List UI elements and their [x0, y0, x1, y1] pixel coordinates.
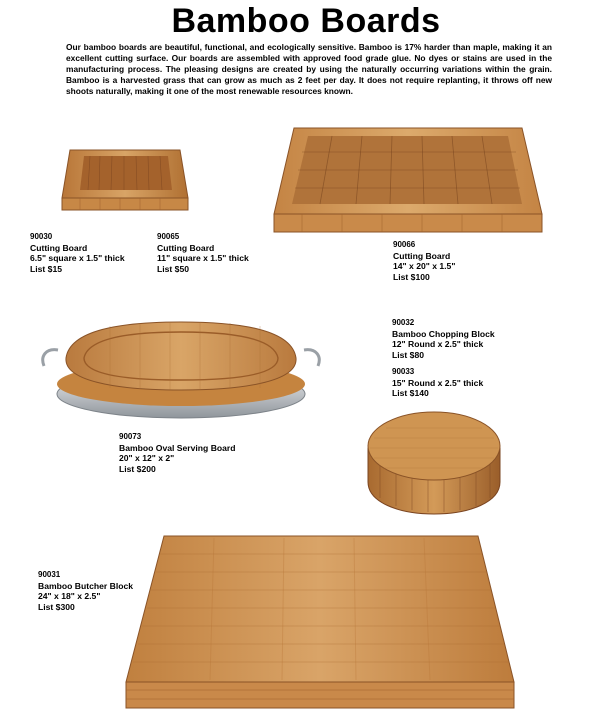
- product-image-90066: [272, 126, 544, 236]
- product-caption-90030: [30, 232, 125, 274]
- product-sku: 90033: [392, 367, 415, 376]
- product-sku: 90030: [30, 232, 53, 241]
- product-name: Bamboo Butcher Block: [38, 580, 134, 591]
- product-price: List $15: [30, 263, 63, 274]
- product-size: 14" x 20" x 1.5": [393, 261, 456, 271]
- product-size: 11" square x 1.5" thick: [157, 253, 249, 263]
- product-caption-90033: [392, 367, 483, 399]
- product-price: List $300: [38, 601, 75, 612]
- product-name: Cutting Board: [393, 250, 451, 261]
- product-size: 6.5" square x 1.5" thick: [30, 253, 125, 263]
- product-sku: 90032: [392, 318, 415, 327]
- product-image-90073: [40, 318, 322, 428]
- product-caption-90032: [392, 318, 495, 360]
- product-size: 15" Round x 2.5" thick: [392, 377, 484, 388]
- product-name: Bamboo Oval Serving Board: [119, 442, 236, 453]
- product-caption-90065: [157, 232, 249, 274]
- product-price: List $80: [392, 349, 425, 360]
- product-caption-90031: [38, 570, 133, 612]
- product-price: List $100: [393, 271, 430, 282]
- product-sku: 90065: [157, 232, 180, 241]
- product-size: 12" Round x 2.5" thick: [392, 339, 484, 349]
- product-caption-90066: [393, 240, 455, 282]
- product-price: List $50: [157, 263, 190, 274]
- product-sku: 90066: [393, 240, 416, 249]
- product-sku: 90031: [38, 570, 61, 579]
- page-title: Bamboo Boards: [171, 2, 441, 40]
- product-size: 20" x 12" x 2": [119, 453, 175, 463]
- product-name: Cutting Board: [30, 242, 88, 253]
- product-image-90031: [124, 534, 516, 712]
- product-caption-90073: [119, 432, 236, 474]
- product-size: 24" x 18" x 2.5": [38, 591, 101, 601]
- product-price: List $140: [392, 388, 429, 398]
- product-name: Cutting Board: [157, 242, 215, 253]
- product-price: List $200: [119, 463, 156, 474]
- product-image-90032: [366, 408, 502, 518]
- intro-paragraph: Our bamboo boards are beautiful, functional, and ecologically sensitive. Bamboo is 17% harder than maple, making it an excellent cutting surface. Our boards are assembled with approved food grade glue. No dyes or stains are used in the manufacturing process. The pleasing designs are created by using the naturally occurring variations within the grain. Bamboo is a harvested grass that can grow as much as 2 feet per day. It does not require replanting, it throws off new shoots naturally, making it one of the most renewable resources known.: [66, 42, 552, 96]
- product-image-90030: [60, 146, 190, 212]
- product-sku: 90073: [119, 432, 142, 441]
- product-name: Bamboo Chopping Block: [392, 328, 495, 339]
